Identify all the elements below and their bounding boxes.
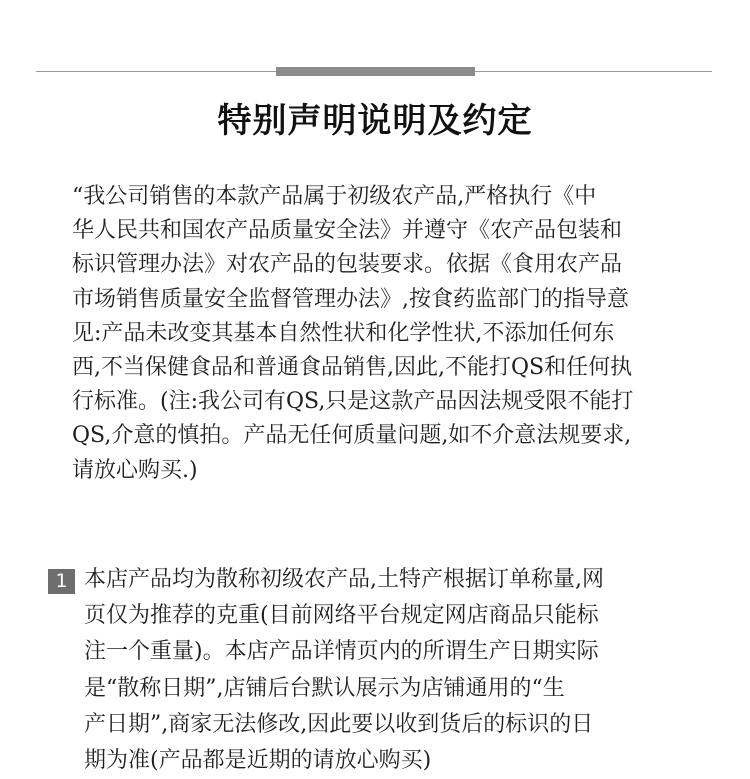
item-number-badge: 1 — [48, 569, 75, 594]
item-line: 期为准(产品都是近期的请放心购买) — [84, 748, 432, 774]
statement-line: 市场销售质量安全监督管理办法》,按食药监部门的指导意 — [72, 286, 629, 312]
item-text — [84, 562, 704, 779]
statement-line: 华人民共和国农产品质量安全法》并遵守《农产品包装和 — [72, 218, 623, 244]
statement-paragraph — [72, 180, 684, 488]
statement-line: QS,介意的慎拍。产品无任何质量问题,如不介意法规要求, — [72, 423, 632, 449]
statement-line: 见:产品未改变其基本自然性状和化学性状,不添加任何东 — [72, 320, 615, 346]
item-line: 本店产品均为散称初级农产品,土特产根据订单称量,网 — [84, 567, 604, 592]
statement-line: 西,不当保健食品和普通食品销售,因此,不能打QS和任何执 — [72, 355, 633, 381]
header-accent-bar — [276, 67, 475, 76]
item-line: 页仅为推荐的克重(目前网络平台规定网店商品只能标 — [84, 603, 599, 629]
statement-line: 标识管理办法》对农产品的包装要求。依据《食用农产品 — [72, 252, 623, 278]
statement-line: 行标准。(注:我公司有QS,只是这款产品因法规受限不能打 — [72, 389, 634, 415]
page-title: 特别声明说明及约定 — [217, 101, 533, 141]
statement-line: 请放心购买.) — [72, 457, 198, 483]
statement-line: “我公司销售的本款产品属于初级农产品,严格执行《中 — [72, 184, 597, 209]
item-line: 注一个重量)。本店产品详情页内的所谓生产日期实际 — [84, 639, 599, 665]
item-line: 产日期”,商家无法修改,因此要以收到货后的标识的日 — [84, 711, 594, 737]
item-line: 是“散称日期”,店铺后台默认展示为店铺通用的“生 — [84, 675, 565, 701]
